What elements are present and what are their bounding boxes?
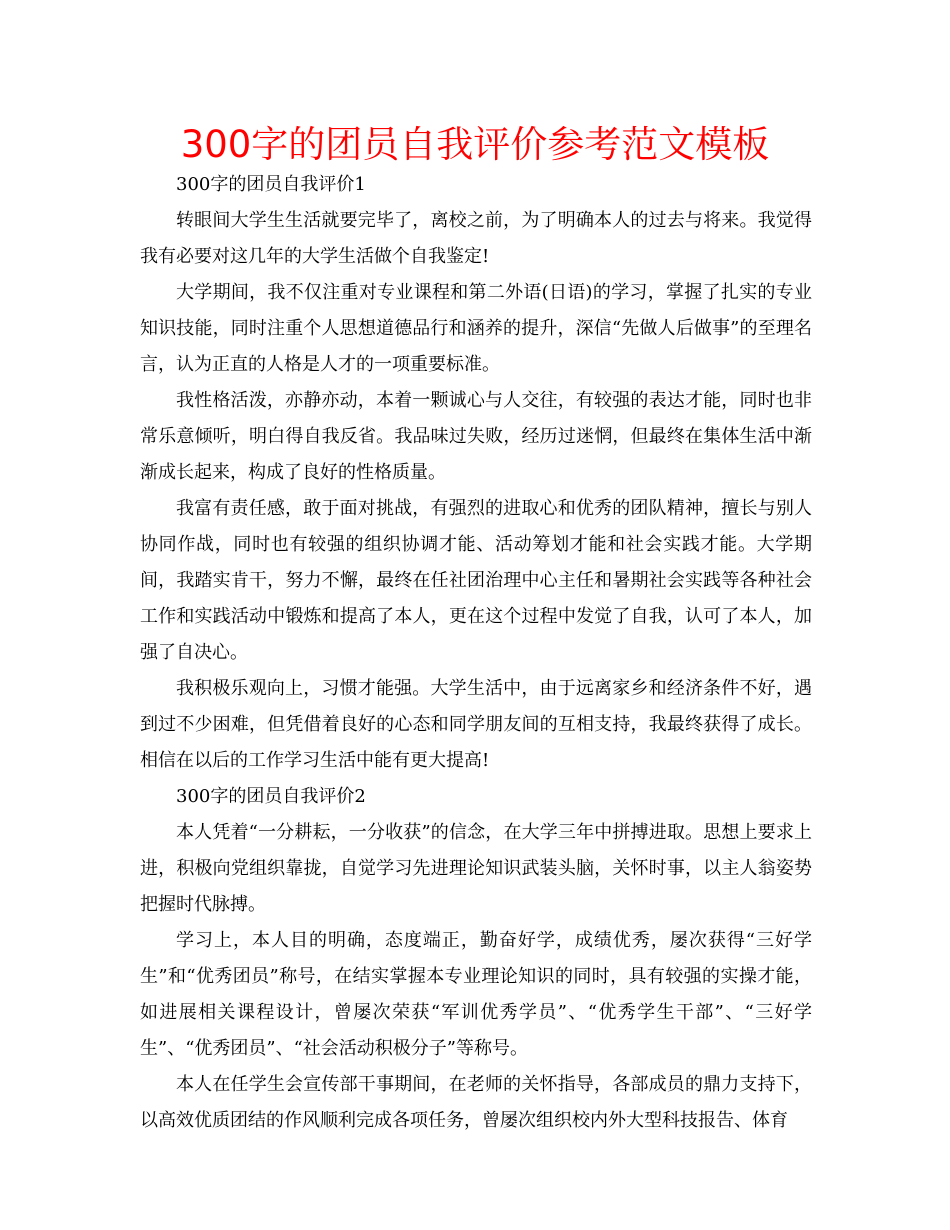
- paragraph: 本人在任学生会宣传部干事期间，在老师的关怀指导，各部成员的鼎力支持下，以高效优质团结的作风顺利完成各项任务，曾屡次组织校内外大型科技报告、体育: [140, 1074, 812, 1131]
- section-heading-1: 300字的团员自我评价1: [176, 174, 366, 195]
- paragraph: 我性格活泼，亦静亦动，本着一颗诚心与人交往，有较强的表达才能，同时也非常乐意倾听，明白得自我反省。我品味过失败，经历过迷惘，但最终在集体生活中渐渐成长起来，构成了良好的性格质量。: [140, 390, 812, 483]
- paragraph: 转眼间大学生生活就要完毕了，离校之前，为了明确本人的过去与将来。我觉得我有必要对这几年的大学生活做个自我鉴定!: [140, 210, 812, 267]
- paragraph: 本人凭着“一分耕耘，一分收获”的信念，在大学三年中拼搏进取。思想上要求上进，积极向党组织靠拢，自觉学习先进理论知识武装头脑，关怀时事，以主人翁姿势把握时代脉搏。: [140, 822, 812, 915]
- paragraph: 我富有责任感，敢于面对挑战，有强烈的进取心和优秀的团队精神，擅长与别人协同作战，同时也有较强的组织协调才能、活动筹划才能和社会实践才能。大学期间，我踏实肯干，努力不懈，最终在任社团治理中心主任和暑期社会实践等各种社会工作和实践活动中锻炼和提高了本人，更在这个过程中发觉了自我，认可了本人，加强了自决心。: [140, 498, 812, 663]
- document-body: [140, 167, 812, 1139]
- document-title: 300字的团员自我评价参考范文模板: [180, 123, 770, 166]
- paragraph: 我积极乐观向上，习惯才能强。大学生活中，由于远离家乡和经济条件不好，遇到过不少困难，但凭借着良好的心态和同学朋友间的互相支持，我最终获得了成长。相信在以后的工作学习生活中能有更大提高!: [140, 678, 812, 771]
- paragraph: 学习上，本人目的明确，态度端正，勤奋好学，成绩优秀，屡次获得“三好学生”和“优秀团员”称号，在结实掌握本专业理论知识的同时，具有较强的实操才能，如进展相关课程设计，曾屡次荣获“军训优秀学员”、“优秀学生干部”、“三好学生”、“优秀团员”、“社会活动积极分子”等称号。: [140, 930, 812, 1059]
- paragraph: 大学期间，我不仅注重对专业课程和第二外语(日语)的学习，掌握了扎实的专业知识技能，同时注重个人思想道德品行和涵养的提升，深信“先做人后做事”的至理名言，认为正直的人格是人才的一项重要标准。: [140, 282, 812, 375]
- section-heading-2: 300字的团员自我评价2: [176, 786, 366, 807]
